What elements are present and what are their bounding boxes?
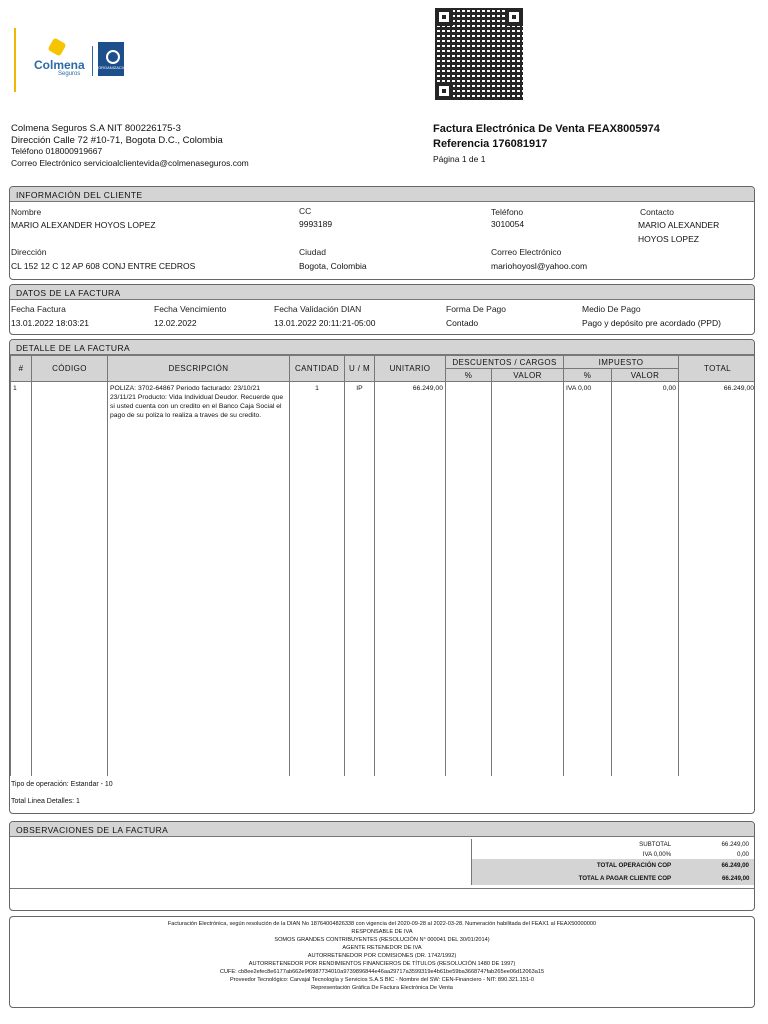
row-tax-value: 0,00 bbox=[612, 382, 679, 776]
company-address: Dirección Calle 72 #10-71, Bogota D.C., Colombia bbox=[11, 134, 223, 146]
col-unit-price: UNITARIO bbox=[375, 356, 446, 382]
company-email: Correo Electrónico servicioalclientevida@colmenaseguros.com bbox=[11, 157, 249, 168]
iva-label: IVA 0,00% bbox=[472, 849, 678, 859]
client-city: Bogota, Colombia bbox=[299, 261, 367, 271]
row-discount-pct bbox=[446, 382, 492, 776]
subtotal-row bbox=[472, 839, 756, 849]
client-info-section bbox=[9, 186, 755, 280]
legal-line: RESPONSABLE DE IVA bbox=[351, 929, 413, 935]
validation-date: 13.01.2022 20:11:21-05:00 bbox=[274, 318, 376, 328]
pay-total-row bbox=[472, 872, 756, 885]
payment-method-label: Medio De Pago bbox=[582, 304, 641, 314]
qr-code bbox=[435, 8, 523, 100]
col-code: CÓDIGO bbox=[32, 356, 108, 382]
qr-finder-icon bbox=[505, 8, 523, 26]
row-unit-measure: IP bbox=[345, 382, 375, 776]
iva-value: 0,00 bbox=[736, 850, 749, 858]
section-header: INFORMACIÓN DEL CLIENTE bbox=[10, 187, 754, 202]
company-info bbox=[11, 123, 249, 169]
col-discounts: DESCUENTOS / CARGOS bbox=[446, 356, 564, 369]
representation-line: Representación Gráfica De Factura Electrónica De Venta bbox=[311, 985, 453, 991]
row-discount-value bbox=[492, 382, 564, 776]
operation-total-value: 66.249,00 bbox=[677, 859, 755, 872]
organization-badge-icon: ORGANIZACIÓN bbox=[98, 42, 124, 76]
section-header: OBSERVACIONES DE LA FACTURA bbox=[10, 822, 754, 837]
col-number: # bbox=[11, 356, 32, 382]
row-quantity: 1 bbox=[290, 382, 345, 776]
operation-type: Tipo de operación: Estandar - 10 bbox=[11, 781, 113, 788]
legal-footer bbox=[9, 916, 755, 1008]
pay-total-value: 66.249,00 bbox=[677, 872, 755, 885]
due-date-label: Fecha Vencimiento bbox=[154, 304, 227, 314]
pay-total-label: TOTAL A PAGAR CLIENTE COP bbox=[472, 872, 678, 885]
payment-form: Contado bbox=[446, 318, 479, 328]
due-date: 12.02.2022 bbox=[154, 318, 197, 328]
total-lines: Total Linea Detalles: 1 bbox=[11, 798, 80, 805]
address-label: Dirección bbox=[11, 247, 47, 257]
client-name: MARIO ALEXANDER HOYOS LOPEZ bbox=[11, 220, 156, 230]
col-tax-pct: % bbox=[564, 369, 612, 382]
email-label: Correo Electrónico bbox=[491, 247, 562, 257]
row-number: 1 bbox=[11, 382, 32, 776]
company-name: Colmena Seguros S.A NIT 800226175-3 bbox=[11, 123, 181, 134]
id-label: CC bbox=[299, 206, 312, 216]
row-total: 66.249,00 bbox=[679, 382, 755, 776]
row-description: POLIZA: 3702-64867 Periodo facturado: 23/10/21 23/11/21 Producto: Vida Individual Deudor. Recuerde que si usted cuenta con un credito en el Banco Caja Social el pago de su poliza lo realiza a traves de su credito. bbox=[108, 382, 290, 776]
qr-finder-icon bbox=[435, 82, 453, 100]
cufe-line: CUFE: cb8ee2efec8e6177ab662e9f6987734010a9739896844e46aa29717a3599319e4b61be59ba3668747fab265ee06d12063a15 bbox=[219, 969, 545, 975]
city-label: Ciudad bbox=[299, 247, 326, 257]
logo-sub-text: Seguros bbox=[58, 71, 81, 77]
invoice-date-label: Fecha Factura bbox=[11, 304, 66, 314]
legal-line: AGENTE RETENEDOR DE IVA bbox=[342, 945, 422, 951]
payment-form-label: Forma De Pago bbox=[446, 304, 506, 314]
client-phone: 3010054 bbox=[491, 219, 525, 229]
invoice-data-section bbox=[9, 284, 755, 335]
iva-row bbox=[472, 849, 756, 859]
section-header: DETALLE DE LA FACTURA bbox=[10, 340, 754, 355]
logo-brand-text: Colmena bbox=[34, 58, 85, 72]
payment-method: Pago y depósito pre acordado (PPD) bbox=[582, 318, 721, 328]
col-quantity: CANTIDAD bbox=[290, 356, 345, 382]
contact-label: Contacto bbox=[640, 207, 675, 217]
invoice-header bbox=[433, 122, 660, 167]
qr-finder-icon bbox=[435, 8, 453, 26]
logo-divider bbox=[92, 46, 93, 76]
observations-section bbox=[9, 821, 755, 911]
operation-total-label: TOTAL OPERACIÓN COP bbox=[472, 859, 678, 872]
detail-table bbox=[10, 355, 755, 776]
invoice-reference: Referencia 176081917 bbox=[433, 138, 548, 150]
legal-line: AUTORRETENEDOR POR COMISIONES (DR. 1742/1992) bbox=[307, 953, 457, 959]
client-email: mariohoyosl@yahoo.com bbox=[491, 261, 588, 271]
validation-date-label: Fecha Validación DIAN bbox=[274, 304, 362, 314]
row-code bbox=[32, 382, 108, 776]
invoice-date: 13.01.2022 18:03:21 bbox=[11, 318, 89, 328]
subtotal-label: SUBTOTAL bbox=[472, 839, 678, 849]
logo-accent-bar bbox=[14, 28, 16, 92]
legal-line: Facturación Electrónica, según resolución de la DIAN No 18764004826338 con vigencia del 2020-09-28 al 2022-03-28. Numeración habilitada del FEAX1 al FEAX50000000 bbox=[167, 921, 597, 927]
table-row bbox=[11, 382, 756, 776]
logo-hexagon-icon bbox=[47, 37, 66, 56]
subtotal-value: 66.249,00 bbox=[721, 840, 749, 848]
client-contact-2: HOYOS LOPEZ bbox=[638, 234, 699, 244]
row-tax-pct: IVA 0,00 bbox=[564, 382, 612, 776]
col-unit-measure: U / M bbox=[345, 356, 375, 382]
col-total: TOTAL bbox=[679, 356, 755, 382]
company-phone: Teléfono 018000919667 bbox=[11, 146, 103, 156]
invoice-title: Factura Electrónica De Venta FEAX8005974 bbox=[433, 123, 660, 135]
col-discount-pct: % bbox=[446, 369, 492, 382]
row-unit-price: 66.249,00 bbox=[375, 382, 446, 776]
totals-table bbox=[471, 839, 755, 885]
provider-line: Proveedor Tecnológico: Carvajal Tecnología y Servicios S.A.S BIC - Nombre del SW: CEN-Financiero - NIT: 890.321.151-0 bbox=[229, 977, 535, 983]
col-discount-value: VALOR bbox=[492, 369, 564, 382]
col-tax-value: VALOR bbox=[612, 369, 679, 382]
operation-total-row bbox=[472, 859, 756, 872]
col-description: DESCRIPCIÓN bbox=[108, 356, 290, 382]
section-header: DATOS DE LA FACTURA bbox=[10, 285, 754, 300]
table-header-row bbox=[11, 356, 756, 369]
phone-label: Teléfono bbox=[491, 207, 524, 217]
invoice-detail-section bbox=[9, 339, 755, 814]
client-address: CL 152 12 C 12 AP 608 CONJ ENTRE CEDROS bbox=[11, 261, 196, 271]
col-tax: IMPUESTO bbox=[564, 356, 679, 369]
client-contact: MARIO ALEXANDER bbox=[638, 220, 720, 230]
legal-line: SOMOS GRANDES CONTRIBUYENTES (RESOLUCIÓN N° 000041 DEL 30/01/2014) bbox=[274, 937, 490, 943]
company-logo bbox=[14, 28, 134, 92]
page-indicator: Página 1 de 1 bbox=[433, 154, 486, 164]
client-id: 9993189 bbox=[299, 219, 333, 229]
name-label: Nombre bbox=[11, 207, 42, 217]
observations-body bbox=[10, 837, 755, 889]
legal-line: AUTORRETENEDOR POR RENDIMIENTOS FINANCIEROS DE TÍTULOS (RESOLUCIÓN 1480 DE 1997) bbox=[248, 961, 516, 967]
